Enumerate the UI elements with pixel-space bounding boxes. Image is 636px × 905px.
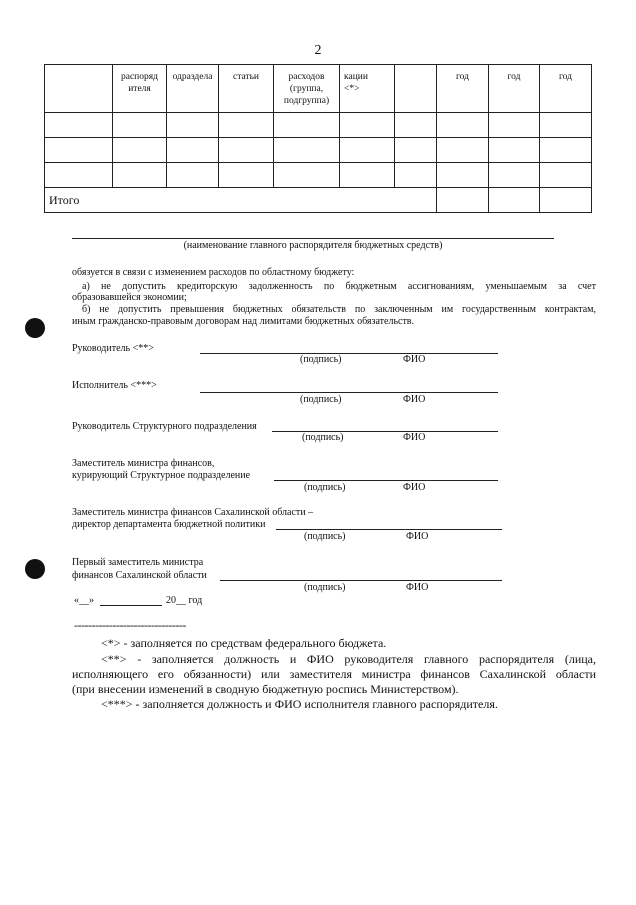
fio-caption: ФИО: [403, 482, 426, 493]
table-cell: [540, 113, 592, 138]
obligation-item-b-line1: б) не допустить превышения бюджетных обязательств по заключенным им государственным контрактам,: [82, 304, 596, 315]
table-cell: [340, 113, 395, 138]
budget-holder-line: [72, 238, 554, 239]
obligation-item-a-line2: образовавшейся экономии;: [72, 292, 187, 303]
table-cell: [113, 163, 167, 188]
table-cell: [395, 113, 437, 138]
signature-role-line1: Заместитель министра финансов,: [72, 458, 215, 469]
signature-line: [276, 529, 502, 530]
table-cell: [540, 188, 592, 213]
table-header-cell: кации <*>: [340, 65, 395, 113]
obligation-item-a-line1: а) не допустить кредиторскую задолженность по бюджетным ассигнованиям, уменьшаемым за счет: [82, 281, 596, 292]
footnote-separator: --------------------------------: [74, 618, 186, 632]
signature-role-line1: Первый заместитель министра: [72, 557, 204, 568]
signature-role-line2: финансов Сахалинской области: [72, 570, 207, 581]
table-cell: [540, 163, 592, 188]
table-cell: [45, 113, 113, 138]
obligation-item-b-line2: иным гражданско-правовым договорам над лимитами бюджетных обязательств.: [72, 316, 415, 327]
table-cell: [274, 138, 340, 163]
table-cell: [437, 113, 489, 138]
table-cell: [395, 163, 437, 188]
table-header-cell: год: [437, 65, 489, 113]
table-header-cell: одраздела: [167, 65, 219, 113]
date-day: «__»: [74, 595, 94, 606]
signature-line: [220, 580, 502, 581]
table-cell: [274, 113, 340, 138]
table-cell: [274, 163, 340, 188]
signature-caption: (подпись): [300, 394, 342, 405]
table-cell: [113, 138, 167, 163]
table-header-cell: расходов (группа, подгруппа): [274, 65, 340, 113]
table-header-row: [45, 65, 592, 113]
signature-caption: (подпись): [300, 354, 342, 365]
total-label: Итого: [45, 188, 437, 213]
punch-hole-icon: [25, 559, 45, 579]
footnote-2-line2: исполняющего его обязанности) или заместителя министра финансов Сахалинской области: [72, 667, 596, 681]
fio-caption: ФИО: [406, 531, 429, 542]
signature-line: [200, 392, 498, 393]
table-cell: [167, 113, 219, 138]
signature-line: [274, 480, 498, 481]
table-cell: [395, 138, 437, 163]
obligation-intro: обязуется в связи с изменением расходов по областному бюджету:: [72, 267, 355, 278]
punch-hole-icon: [25, 318, 45, 338]
table-row: [45, 138, 592, 163]
table-cell: [489, 188, 540, 213]
table-cell: [437, 163, 489, 188]
page-number: 2: [314, 43, 322, 58]
date-month-line: [100, 605, 162, 606]
signature-role-line2: курирующий Структурное подразделение: [72, 470, 251, 481]
footnote-2-line3: (при внесении изменений в сводную бюджетную роспись Министерством).: [72, 682, 459, 696]
signature-role: Руководитель <**>: [72, 343, 154, 354]
table-header-cell: [395, 65, 437, 113]
table-cell: [219, 138, 274, 163]
fio-caption: ФИО: [403, 394, 426, 405]
signature-role-line1: Заместитель министра финансов Сахалинской области –: [72, 507, 314, 518]
table-total-row: [45, 188, 592, 213]
table-row: [45, 113, 592, 138]
table-cell: [219, 113, 274, 138]
fio-caption: ФИО: [403, 354, 426, 365]
table-header-cell: год: [540, 65, 592, 113]
table-cell: [167, 163, 219, 188]
signature-caption: (подпись): [302, 432, 344, 443]
table-cell: [489, 163, 540, 188]
fio-caption: ФИО: [403, 432, 426, 443]
table-cell: [167, 138, 219, 163]
table-cell: [45, 163, 113, 188]
signature-role: Руководитель Структурного подразделения: [72, 421, 257, 432]
table-cell: [219, 163, 274, 188]
table-header-cell: [45, 65, 113, 113]
signature-caption: (подпись): [304, 482, 346, 493]
table-cell: [489, 138, 540, 163]
date-year: 20__ год: [166, 595, 203, 606]
budget-table: [44, 64, 592, 213]
table-header-cell: статьи: [219, 65, 274, 113]
budget-holder-caption: (наименование главного распорядителя бюджетных средств): [183, 240, 443, 251]
table-header-cell: год: [489, 65, 540, 113]
table-cell: [113, 113, 167, 138]
table-cell: [437, 188, 489, 213]
signature-caption: (подпись): [304, 582, 346, 593]
table-cell: [437, 138, 489, 163]
table-cell: [340, 163, 395, 188]
footnote-1: <*> - заполняется по средствам федерального бюджета.: [101, 636, 387, 650]
signature-line: [200, 353, 498, 354]
table-cell: [540, 138, 592, 163]
table-header-cell: распоряд ителя: [113, 65, 167, 113]
table-cell: [45, 138, 113, 163]
table-row: [45, 163, 592, 188]
signature-caption: (подпись): [304, 531, 346, 542]
table-cell: [340, 138, 395, 163]
footnote-2-line1: <**> - заполняется должность и ФИО руководителя главного распорядителя (лица,: [101, 652, 596, 666]
signature-role-line2: директор департамента бюджетной политики: [72, 519, 266, 530]
fio-caption: ФИО: [406, 582, 429, 593]
footnote-3: <***> - заполняется должность и ФИО исполнителя главного распорядителя.: [101, 697, 498, 711]
table-cell: [489, 113, 540, 138]
signature-role: Исполнитель <***>: [72, 380, 157, 391]
